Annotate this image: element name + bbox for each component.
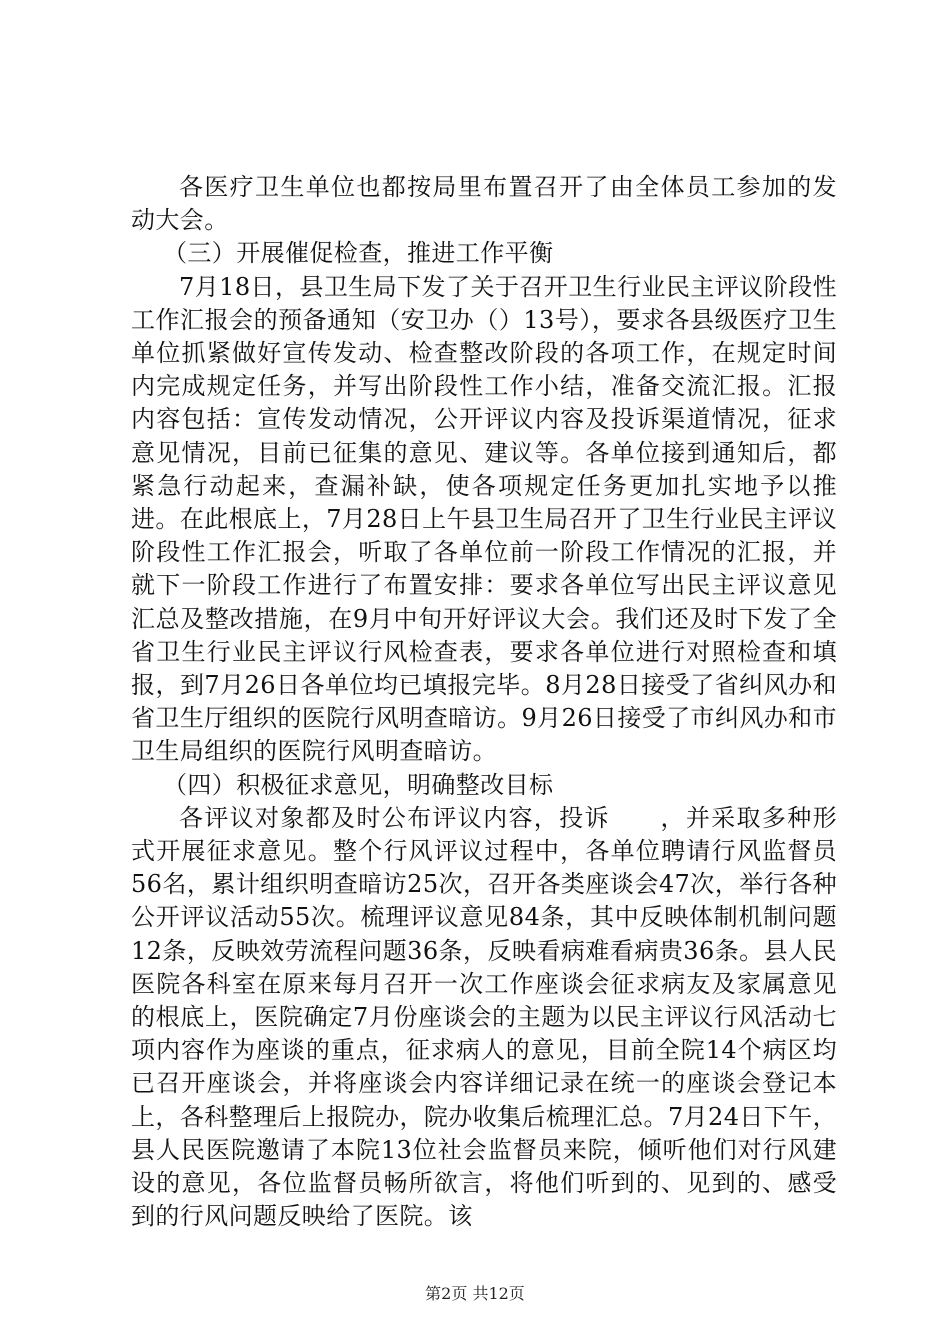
- section-heading-3: （三）开展催促检查，推进工作平衡: [163, 239, 554, 268]
- page-footer: [0, 1284, 950, 1304]
- page-number-label: 第2页 共12页: [425, 1284, 525, 1303]
- paragraph-opinions: 各评议对象都及时公布评议内容，投诉 ，并采取多种形式开展征求意见。整个行风评议过程中，各单位聘请行风监督员56名，累计组织明查暗访25次，召开各类座谈会47次，举行各种公开评议活动55次。梳理评议意见84条，其中反映体制机制问题12条，反映效劳流程问题36条，反映看病难看病贵36条。县人民医院各科室在原来每月召开一次工作座谈会征求病友及家属意见的根底上，医院确定7月份座谈会的主题为以民主评议行风活动七项内容作为座谈的重点，征求病人的意见，目前全院14个病区均已召开座谈会，并将座谈会内容详细记录在统一的座谈会登记本上，各科整理后上报院办，院办收集后梳理汇总。7月24日下午，县人民医院邀请了本院13位社会监督员来院，倾听他们对行风建设的意见，各位监督员畅所欲言，将他们听到的、见到的、感受到的行风问题反映给了医院。该: [131, 803, 837, 1231]
- paragraph-mobilization-meetings: 各医疗卫生单位也都按局里布置召开了由全体员工参加的发动大会。: [131, 173, 837, 235]
- paragraph-inspection: 7月18日，县卫生局下发了关于召开卫生行业民主评议阶段性工作汇报会的预备通知（安卫办（）13号），要求各县级医疗卫生单位抓紧做好宣传发动、检查整改阶段的各项工作，在规定时间内完成规定任务，并写出阶段性工作小结，准备交流汇报。汇报内容包括：宣传发动情况，公开评议内容及投诉渠道情况，征求意见情况，目前已征集的意见、建议等。各单位接到通知后，都紧急行动起来，查漏补缺，使各项规定任务更加扎实地予以推进。在此根底上，7月28日上午县卫生局召开了卫生行业民主评议阶段性工作汇报会，听取了各单位前一阶段工作情况的汇报，并就下一阶段工作进行了布置安排：要求各单位写出民主评议意见汇总及整改措施，在9月中旬开好评议大会。我们还及时下发了全省卫生行业民主评议行风检查表，要求各单位进行对照检查和填报，到7月26日各单位均已填报完毕。8月28日接受了省纠风办和省卫生厅组织的医院行风明查暗访。9月26日接受了市纠风办和市卫生局组织的医院行风明查暗访。: [131, 272, 837, 766]
- document-body: [131, 171, 837, 1234]
- section-heading-4: （四）积极征求意见，明确整改目标: [163, 770, 554, 799]
